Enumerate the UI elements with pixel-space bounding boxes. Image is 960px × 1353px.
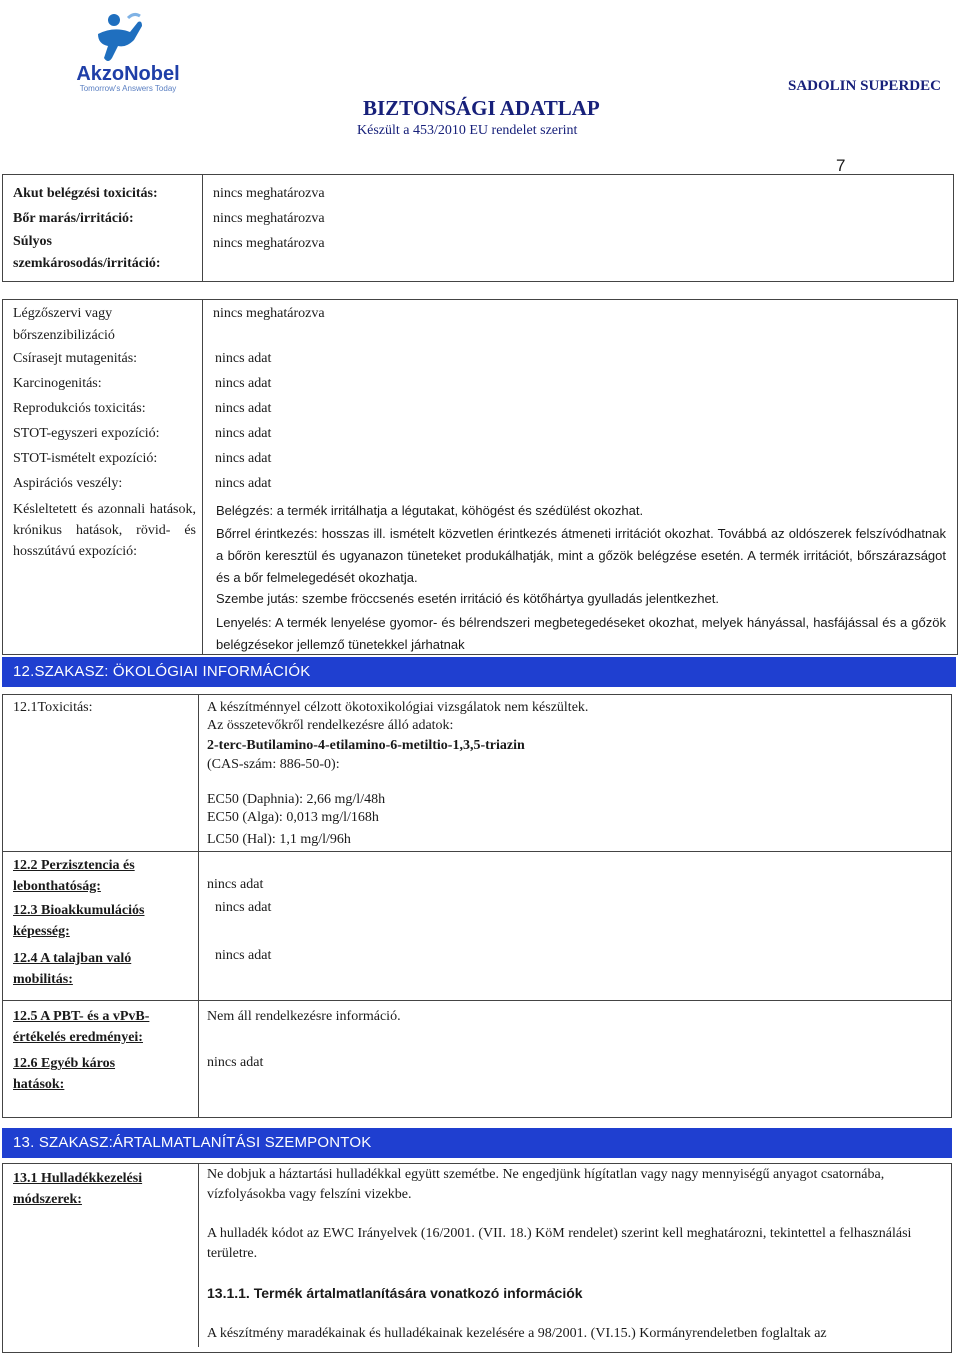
akzonobel-logo	[68, 8, 188, 94]
label-sensitisation: Légzőszervi vagy bőrszenzibilizáció	[13, 306, 115, 343]
value-eye-damage: nincs meghatározva	[213, 236, 325, 251]
waste-para-2: A hulladék kódot az EWC Irányelvek (16/2001. (VII. 18.) KöM rendelet) szerint kell meghatározni, tekintettel a felhasználási területre.	[207, 1226, 912, 1261]
label-pbt: 12.5 A PBT- és a vPvB-értékelés eredményei:	[13, 1009, 150, 1045]
waste-para-3: A készítmény maradékainak és hulladékainak kezelésére a 98/2001. (VI.15.) Kormányrendeletben foglaltak az	[207, 1326, 827, 1341]
ec50-alga: EC50 (Alga): 0,013 mg/l/168h	[207, 810, 379, 825]
label-stot-repeated: STOT-ismételt expozíció:	[13, 451, 158, 466]
label-carcinogenicity: Karcinogenitás:	[13, 376, 102, 391]
sub-heading-disposal: 13.1.1. Termék ártalmatlanítására vonatkozó információk	[207, 1285, 583, 1301]
product-name: SADOLIN SUPERDEC	[788, 78, 941, 94]
label-eye-damage: Súlyos szemkárosodás/irritáció:	[13, 234, 161, 271]
label-other-effects: 12.6 Egyéb káros hatások:	[13, 1056, 116, 1092]
label-acute-inhalation: Akut belégzési toxicitás:	[13, 186, 158, 201]
section-13-header: 13. SZAKASZ:ÁRTALMATLANÍTÁSI SZEMPONTOK	[2, 1128, 952, 1158]
label-mutagenicity: Csírasejt mutagenitás:	[13, 351, 138, 366]
effect-ingestion: Lenyelés: A termék lenyelése gyomor- és bélrendszeri megbetegedéseket okozhat, melyek hányással, hasfájással és a gőzök belégzésekor jellemző tünetekkel járhatnak	[216, 615, 946, 652]
toxicity-line-1: A készítménnyel célzott ökotoxikológiai vizsgálatok nem készültek.	[207, 700, 589, 715]
toxicity-line-2: Az összetevőkről rendelkezésre álló adatok:	[207, 718, 454, 733]
value-persistence: nincs adat	[207, 877, 264, 892]
label-aspiration: Aspirációs veszély:	[13, 476, 123, 491]
svg-text:Tomorrow's Answers Today: Tomorrow's Answers Today	[79, 84, 177, 93]
toxicity-cas: (CAS-szám: 886-50-0):	[207, 757, 340, 772]
effect-skin: Bőrrel érintkezés: hosszas ill. ismételt közvetlen érintkezés átmeneti irritációt okozhat. Továbbá az oldószerek felszívódhatnak a bőrön keresztül és ugyanazon tüneteket produkálhatják, mint a gőzök belégzése esetén. A termék irritációt, bőrszárazságot és a bőr felmelegedését okozhatja.	[216, 526, 946, 585]
value-stot-single: nincs adat	[215, 426, 272, 441]
value-aspiration: nincs adat	[215, 476, 272, 491]
label-mobility: 12.4 A talajban való mobilitás:	[13, 951, 132, 987]
value-mutagenicity: nincs adat	[215, 351, 272, 366]
label-waste-methods: 13.1 Hulladékkezelési módszerek:	[13, 1171, 143, 1207]
effect-eye: Szembe jutás: szembe fröccsenés esetén irritáció és kötőhártya gyulladás jelentkezhet.	[216, 591, 719, 606]
doc-subtitle: Készült a 453/2010 EU rendelet szerint	[357, 123, 578, 138]
value-other-effects: nincs adat	[207, 1055, 264, 1070]
value-skin-corrosion: nincs meghatározva	[213, 211, 325, 226]
value-mobility: nincs adat	[215, 948, 272, 963]
value-reproductive: nincs adat	[215, 401, 272, 416]
page-number: 7	[836, 156, 846, 175]
label-stot-single: STOT-egyszeri expozíció:	[13, 426, 160, 441]
value-stot-repeated: nincs adat	[215, 451, 272, 466]
value-acute-inhalation: nincs meghatározva	[213, 186, 325, 201]
value-bioaccumulation: nincs adat	[215, 900, 272, 915]
ec50-daphnia: EC50 (Daphnia): 2,66 mg/l/48h	[207, 792, 386, 807]
value-sensitisation: nincs meghatározva	[213, 306, 325, 321]
section-12-header: 12.SZAKASZ: ÖKOLÓGIAI INFORMÁCIÓK	[2, 657, 956, 687]
value-carcinogenicity: nincs adat	[215, 376, 272, 391]
waste-para-1: Ne dobjuk a háztartási hulladékkal együtt szemétbe. Ne engedjünk hígítatlan vagy nagy mennyiségű anyagot csatornába, vízfolyásokba vagy felszíni vizekbe.	[207, 1167, 885, 1202]
effect-inhalation: Belégzés: a termék irritálhatja a légutakat, köhögést és szédülést okozhat.	[216, 503, 644, 518]
svg-text:AkzoNobel: AkzoNobel	[76, 63, 180, 85]
label-reproductive: Reprodukciós toxicitás:	[13, 401, 146, 416]
doc-title: BIZTONSÁGI ADATLAP	[363, 96, 600, 120]
toxicity-substance: 2-terc-Butilamino-4-etilamino-6-metiltio-1,3,5-triazin	[207, 738, 525, 753]
label-persistence: 12.2 Perzisztencia és lebonthatóság:	[13, 858, 135, 894]
label-delayed-effects: Késleltetett és azonnali hatások, krónikus hatások, rövid- és hosszútávú expozíció:	[13, 502, 196, 559]
value-pbt: Nem áll rendelkezésre információ.	[207, 1009, 401, 1024]
label-bioaccumulation: 12.3 Bioakkumulációs képesség:	[13, 903, 145, 939]
label-toxicity: 12.1Toxicitás:	[13, 700, 93, 715]
label-skin-corrosion: Bőr marás/irritáció:	[13, 211, 134, 226]
lc50-fish: LC50 (Hal): 1,1 mg/l/96h	[207, 832, 351, 847]
